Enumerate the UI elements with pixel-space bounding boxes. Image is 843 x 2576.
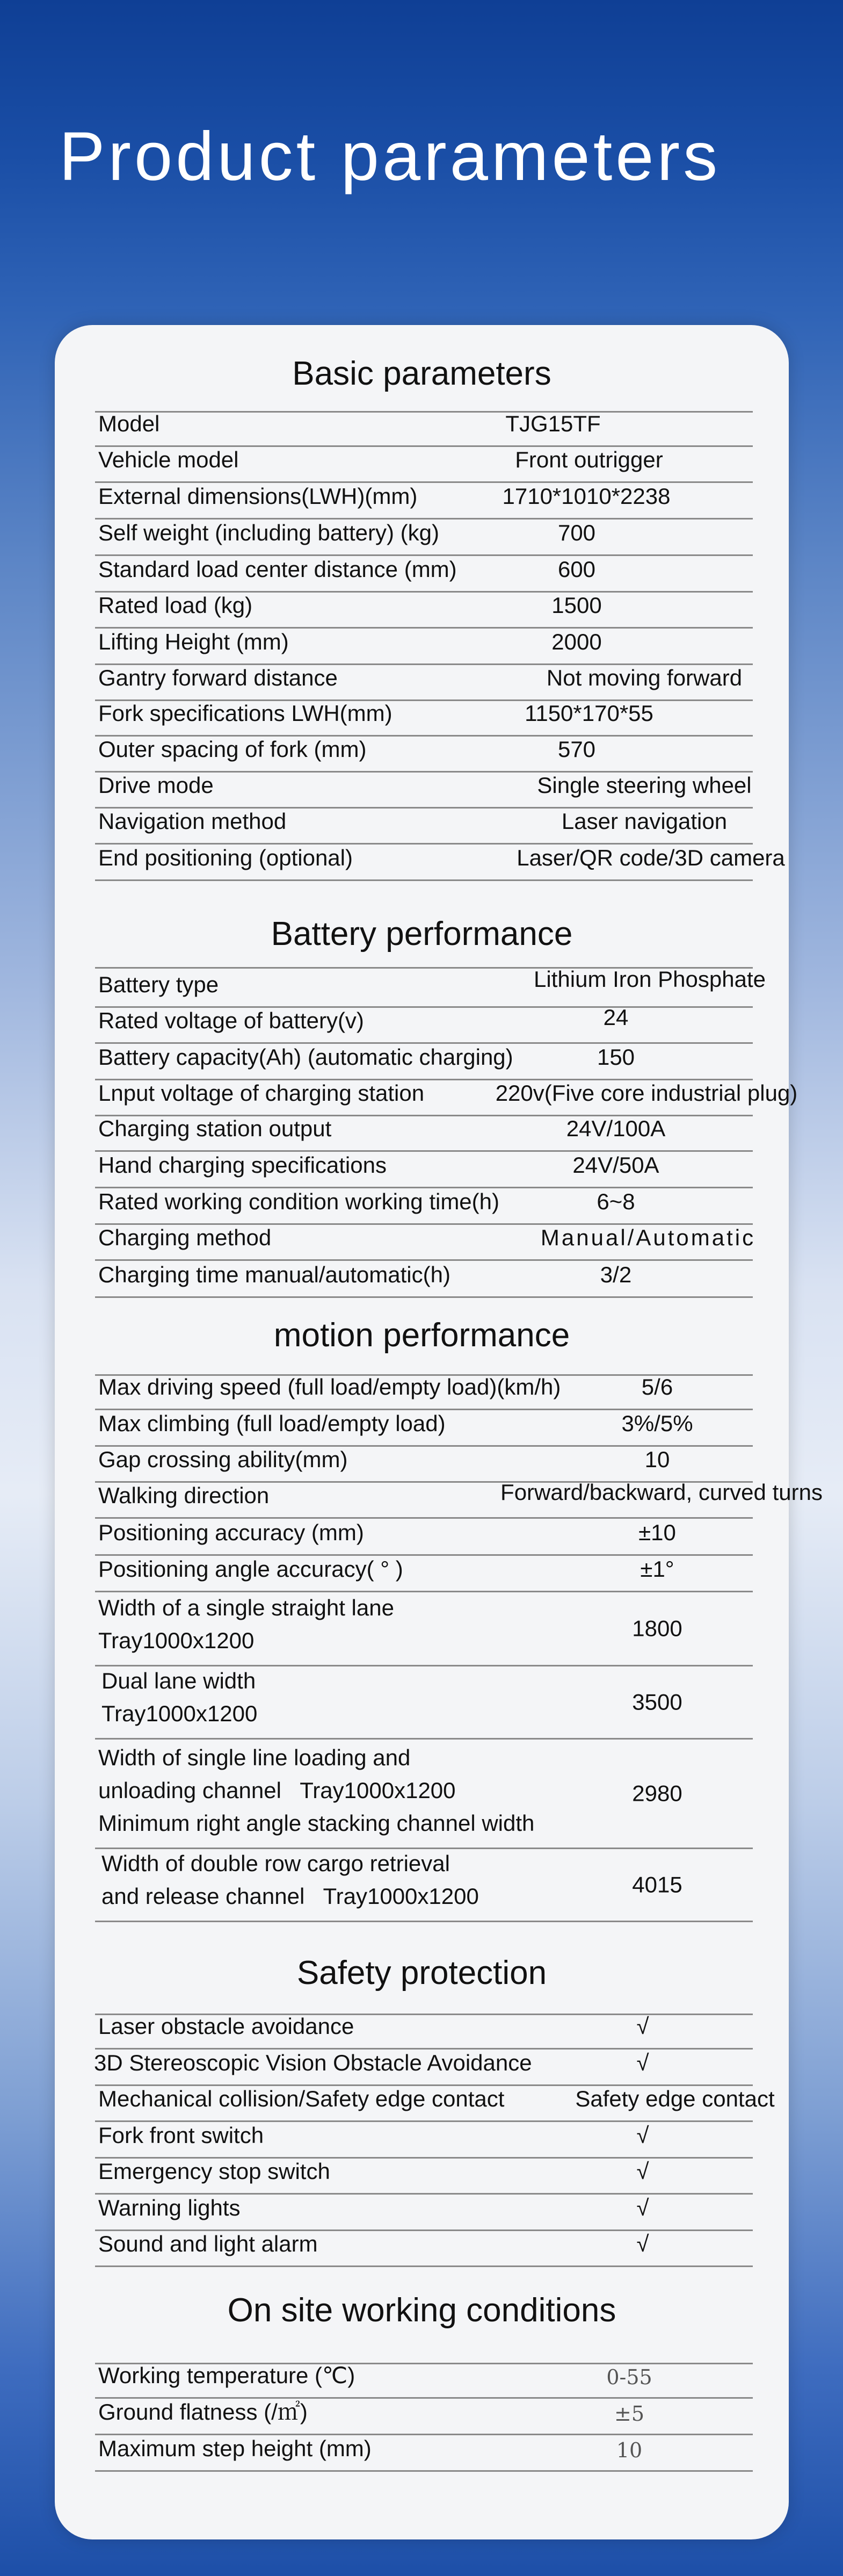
row-label: Charging station output xyxy=(98,1116,332,1142)
row-value: 10 xyxy=(616,2438,643,2462)
row-label: Battery capacity(Ah) (automatic charging) xyxy=(98,1044,513,1070)
table-row xyxy=(95,1261,753,1298)
row-value: √ xyxy=(636,2123,649,2148)
row-label: Rated load (kg) xyxy=(98,593,253,618)
row-label: Sound and light alarm xyxy=(98,2231,318,2257)
row-value: √ xyxy=(636,2159,649,2184)
row-label: Max driving speed (full load/empty load)(km/h) xyxy=(98,1374,561,1400)
row-label: Max climbing (full load/empty load) xyxy=(98,1411,446,1437)
table-row xyxy=(95,2231,753,2267)
table-row xyxy=(95,1447,753,1483)
row-label: Warning lights xyxy=(98,2195,241,2221)
table-row xyxy=(95,2122,753,2159)
section-heading-battery: Battery performance xyxy=(271,915,573,953)
row-label: Lifting Height (mm) xyxy=(98,629,289,655)
page-title: Product parameters xyxy=(59,118,721,195)
row-value: 3500 xyxy=(632,1689,682,1715)
row-label: Hand charging specifications xyxy=(98,1152,387,1178)
row-label: Laser obstacle avoidance xyxy=(98,2014,354,2039)
row-label: Rated working condition working time(h) xyxy=(98,1189,499,1215)
table-row xyxy=(95,1152,753,1188)
row-value: ±10 xyxy=(638,1520,676,1546)
row-label: Width of a single straight lane Tray1000x1200 xyxy=(98,1595,394,1654)
row-value: 0-55 xyxy=(606,2365,652,2389)
row-label: 3D Stereoscopic Vision Obstacle Avoidance xyxy=(94,2050,532,2076)
row-label: Rated voltage of battery(v) xyxy=(98,1008,364,1034)
table-row xyxy=(95,1410,753,1447)
row-label: Lnput voltage of charging station xyxy=(98,1080,425,1106)
table-row xyxy=(95,1480,823,1519)
row-value: √ xyxy=(636,2231,649,2257)
table-row xyxy=(95,2014,753,2050)
table-row xyxy=(95,1188,753,1225)
table-row xyxy=(95,593,753,629)
row-label: Dual lane width Tray1000x1200 xyxy=(101,1668,258,1727)
table-row xyxy=(95,1740,753,1849)
table-row xyxy=(95,1374,753,1410)
row-label: Positioning angle accuracy( ° ) xyxy=(98,1556,403,1582)
row-value: 2980 xyxy=(632,1780,682,1806)
row-label: End positioning (optional) xyxy=(98,845,353,871)
row-value: 24V/50A xyxy=(572,1152,659,1178)
row-value: Lithium Iron Phosphate xyxy=(534,966,766,992)
row-value: Laser navigation xyxy=(561,809,728,834)
table-row xyxy=(95,737,753,773)
table-row xyxy=(95,1225,756,1261)
table-row xyxy=(95,809,753,845)
row-value: TJG15TF xyxy=(505,411,601,437)
row-label: Mechanical collision/Safety edge contact xyxy=(98,2086,505,2112)
row-label: Width of single line loading and unloading channel Tray1000x1200 Minimum right angle stacking channel width xyxy=(98,1745,535,1836)
table-row xyxy=(95,519,753,556)
row-label: Charging method xyxy=(98,1225,272,1251)
row-value: 5/6 xyxy=(641,1374,673,1400)
table-row xyxy=(95,665,753,701)
row-value: 1500 xyxy=(551,593,602,618)
row-label: Fork specifications LWH(mm) xyxy=(98,701,393,726)
row-label: Charging time manual/automatic(h) xyxy=(98,1262,450,1288)
table-row xyxy=(95,1666,753,1740)
table-row xyxy=(95,1592,753,1666)
table-row xyxy=(95,1044,753,1080)
row-value: Single steering wheel xyxy=(537,773,752,798)
row-label: Ground flatness (/㎡) xyxy=(98,2399,308,2425)
table-row xyxy=(95,2435,753,2472)
row-label: Battery type xyxy=(98,972,219,998)
row-value: √ xyxy=(636,2195,649,2221)
parameters-card xyxy=(55,325,823,2539)
row-value: 3/2 xyxy=(600,1262,632,1288)
row-value: 4015 xyxy=(632,1872,682,1897)
row-value: Manual/Automatic xyxy=(540,1225,756,1251)
row-label: Fork front switch xyxy=(98,2123,264,2148)
table-row xyxy=(95,447,753,483)
table-row xyxy=(95,2399,753,2435)
table-row xyxy=(95,483,753,519)
row-value: 1800 xyxy=(632,1615,682,1641)
table-row xyxy=(95,701,753,737)
table-row xyxy=(95,411,753,447)
row-label: Working temperature (℃) xyxy=(98,2363,355,2389)
table-row xyxy=(95,1519,753,1556)
row-value: 1710*1010*2238 xyxy=(502,484,671,509)
table-row xyxy=(95,2159,753,2195)
table-row xyxy=(95,1080,798,1116)
table-row xyxy=(95,629,753,665)
row-label: Outer spacing of fork (mm) xyxy=(98,737,367,762)
section-heading-site: On site working conditions xyxy=(227,2292,616,2329)
row-value: Safety edge contact xyxy=(575,2086,775,2112)
table-row xyxy=(95,2363,753,2399)
table-row xyxy=(95,966,766,1008)
row-label: Self weight (including battery) (kg) xyxy=(98,520,439,546)
row-value: 700 xyxy=(557,520,596,546)
row-label: Drive mode xyxy=(98,773,214,798)
table-row xyxy=(95,845,785,881)
row-label: Gantry forward distance xyxy=(98,665,338,691)
row-value: 2000 xyxy=(551,629,602,655)
row-value: 600 xyxy=(557,557,596,582)
row-label: Navigation method xyxy=(98,809,287,834)
row-value: 10 xyxy=(644,1447,670,1473)
section-heading-safety: Safety protection xyxy=(296,1954,547,1991)
row-value: √ xyxy=(636,2050,649,2076)
row-value: √ xyxy=(636,2014,649,2039)
row-label: External dimensions(LWH)(mm) xyxy=(98,484,418,509)
table-row xyxy=(95,2086,775,2122)
row-label: Vehicle model xyxy=(98,447,239,473)
row-label: Standard load center distance (mm) xyxy=(98,557,457,582)
row-label: Gap crossing ability(mm) xyxy=(98,1447,348,1473)
table-row xyxy=(95,1556,753,1592)
row-label: Emergency stop switch xyxy=(98,2159,330,2184)
table-row xyxy=(95,2195,753,2231)
table-row xyxy=(95,1005,753,1044)
row-value: Not moving forward xyxy=(546,665,743,691)
row-value: ±1° xyxy=(640,1556,674,1582)
row-value: 150 xyxy=(597,1044,635,1070)
table-row xyxy=(95,2050,753,2086)
section-heading-basic: Basic parameters xyxy=(292,355,551,392)
section-heading-motion: motion performance xyxy=(273,1317,570,1354)
row-value: 6~8 xyxy=(597,1189,635,1215)
row-value: Forward/backward, curved turns xyxy=(500,1480,823,1505)
row-value: 1150*170*55 xyxy=(525,701,653,726)
row-label: Width of double row cargo retrieval and release channel Tray1000x1200 xyxy=(101,1851,479,1909)
table-row xyxy=(95,1116,753,1152)
table-row xyxy=(95,1849,753,1922)
row-label: Walking direction xyxy=(98,1483,270,1509)
table-row xyxy=(95,556,753,593)
row-label: Model xyxy=(98,411,160,437)
row-label: Maximum step height (mm) xyxy=(98,2436,372,2462)
row-value: 570 xyxy=(557,737,596,762)
row-value: ±5 xyxy=(614,2401,645,2426)
row-value: 24 xyxy=(603,1005,629,1030)
row-value: Front outrigger xyxy=(515,447,663,473)
row-value: 220v(Five core industrial plug) xyxy=(495,1080,798,1106)
table-row xyxy=(95,773,753,809)
row-value: Laser/QR code/3D camera xyxy=(517,845,785,871)
row-value: 24V/100A xyxy=(566,1116,666,1142)
row-label: Positioning accuracy (mm) xyxy=(98,1520,364,1546)
row-value: 3%/5% xyxy=(621,1411,693,1437)
